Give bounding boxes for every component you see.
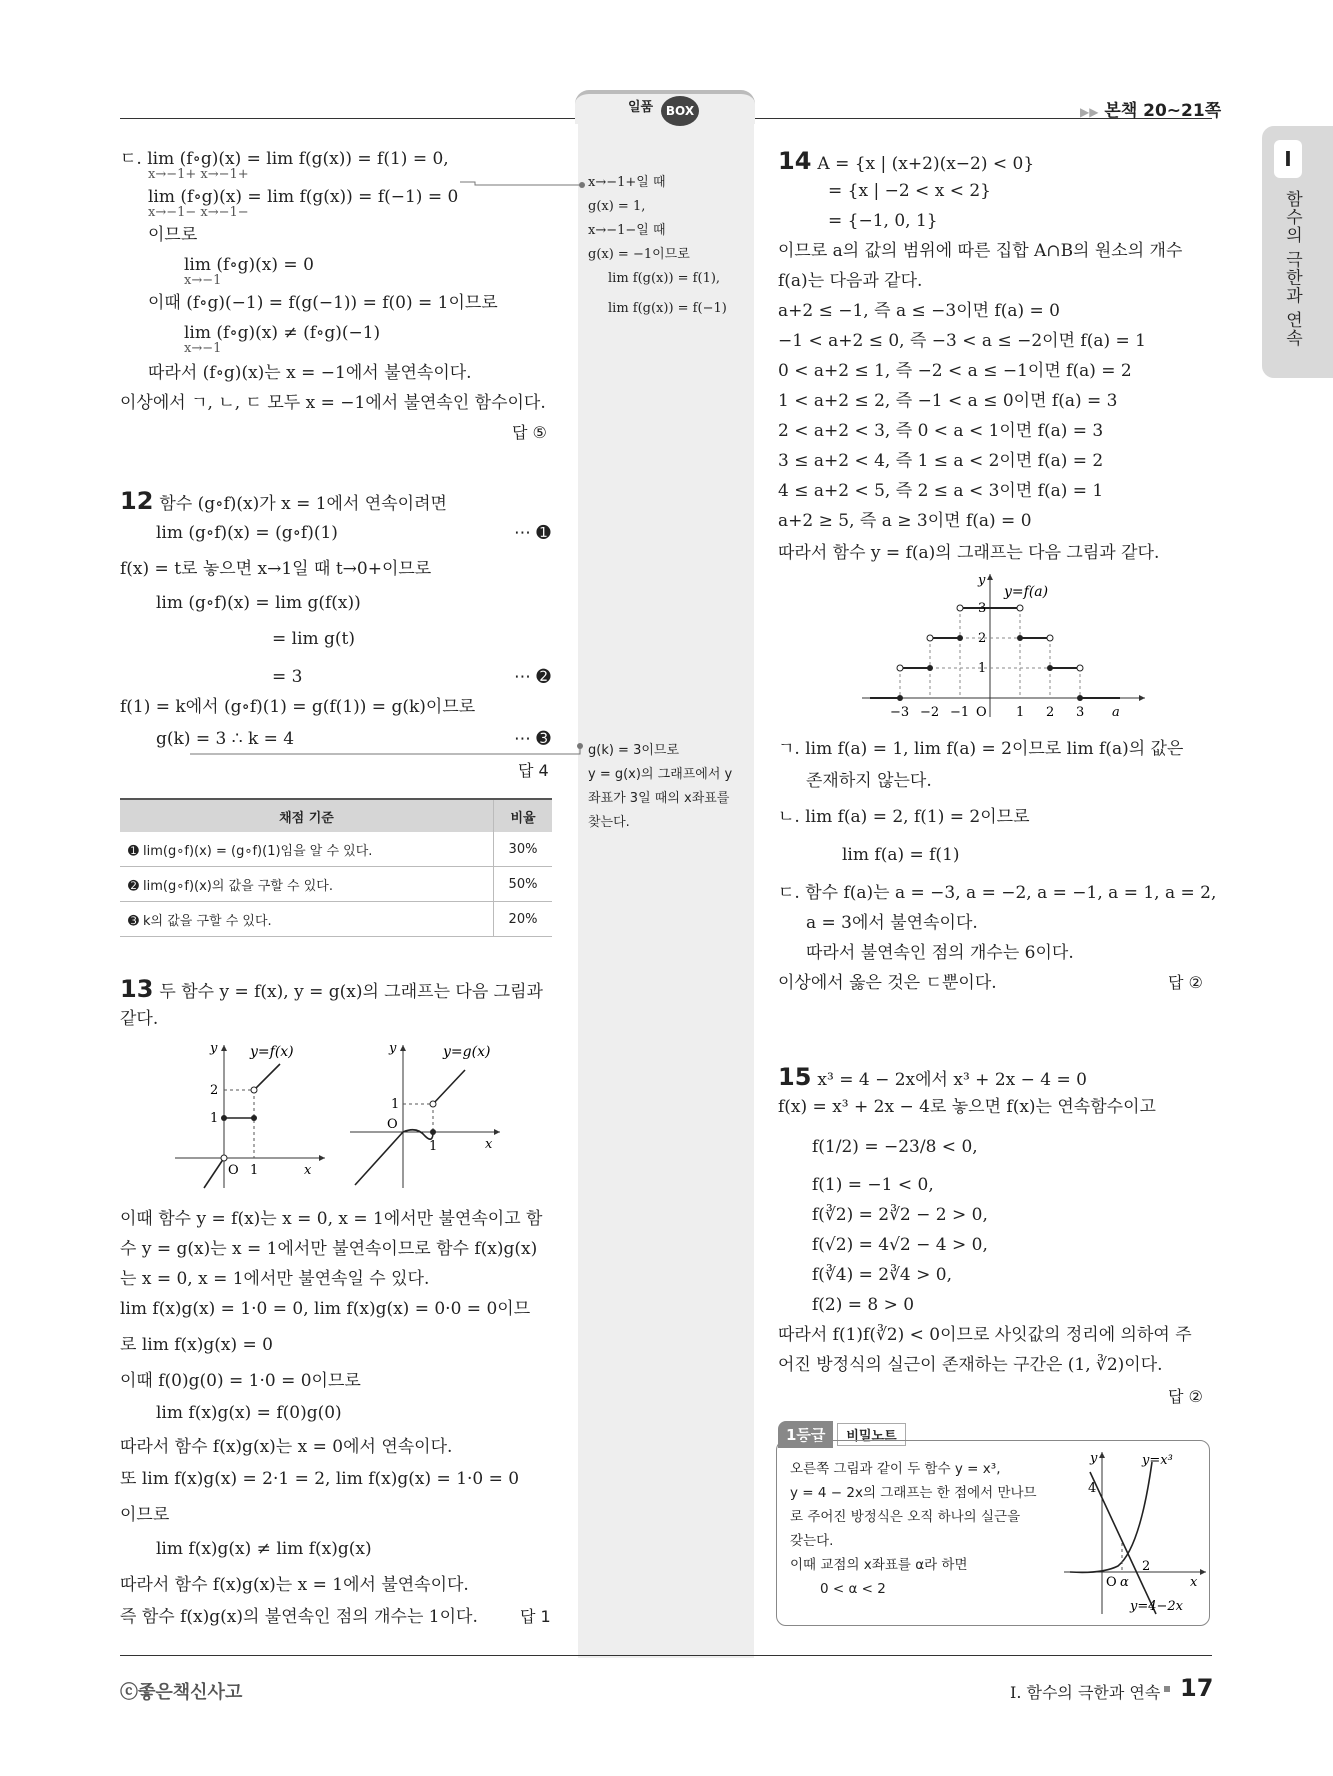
text-line: 따라서 함수 y = f(a)의 그래프는 다음 그림과 같다. <box>778 543 1160 563</box>
graph-label: y=g(x) <box>443 1044 491 1060</box>
tick-label: O <box>1106 1575 1117 1590</box>
tick-label: 3 <box>978 601 987 616</box>
answer-mark: 답 ② <box>1168 973 1203 992</box>
tick-label: 2 <box>1046 705 1055 720</box>
text-line: x→−1− x→−1− <box>148 205 249 220</box>
graph-g <box>345 1040 505 1190</box>
text-line: f(a)는 다음과 같다. <box>778 271 923 291</box>
problem-number: 15 <box>778 1063 812 1091</box>
text-line: −1 < a+2 ≤ 0, 즉 −3 < a ≤ −2이면 f(a) = 1 <box>778 331 1146 351</box>
text-line: 이상에서 ㄱ, ㄴ, ㄷ 모두 x = −1에서 불연속인 함수이다. <box>120 393 546 413</box>
text-line: = {x | −2 < x < 2} <box>828 181 991 201</box>
grading-table <box>120 798 552 937</box>
note-line: lim f(g(x)) = f(1), <box>608 271 721 286</box>
problem-13-line1: 13 두 함수 y = f(x), y = g(x)의 그래프는 다음 그림과 <box>120 975 543 1003</box>
text-line: f(x) = x³ + 2x − 4로 놓으면 f(x)는 연속함수이고 <box>778 1097 1156 1117</box>
text-line: 같다. <box>120 1009 159 1029</box>
answer-mark: 답 1 <box>520 1607 551 1626</box>
note-line: x→−1−일 때 <box>588 223 666 238</box>
text-line: a+2 ≤ −1, 즉 a ≤ −3이면 f(a) = 0 <box>778 301 1060 321</box>
axis-label: a <box>1112 705 1120 720</box>
tick-label: O <box>976 705 987 720</box>
text-line: 3 ≤ a+2 < 4, 즉 1 ≤ a < 2이면 f(a) = 2 <box>778 451 1104 471</box>
tick-label: 1 <box>391 1097 400 1112</box>
text-line: 수 y = g(x)는 x = 1에서만 불연속이므로 함수 f(x)g(x) <box>120 1239 538 1259</box>
text-line: ㄴ. lim f(a) = 2, f(1) = 2이므로 <box>778 807 1030 827</box>
text-line: 1 < a+2 ≤ 2, 즉 −1 < a ≤ 0이면 f(a) = 3 <box>778 391 1118 411</box>
problem-number: 13 <box>120 975 154 1003</box>
text-line: a+2 ≥ 5, 즉 a ≥ 3이면 f(a) = 0 <box>778 511 1032 531</box>
text-line: f(1/2) = −23/8 < 0, <box>812 1137 978 1157</box>
tick-label: 1 <box>978 661 987 676</box>
tick-label: 2 <box>978 631 987 646</box>
text-line: 어진 방정식의 실근이 존재하는 구간은 (1, ∛2)이다. <box>778 1355 1163 1375</box>
problem-12-line1: 12 함수 (g∘f)(x)가 x = 1에서 연속이려면 <box>120 487 447 515</box>
text-line: f(x) = t로 놓으면 x→1일 때 t→0+이므로 <box>120 559 432 579</box>
note-line: g(x) = −1이므로 <box>588 247 690 262</box>
text-line: lim f(a) = f(1) <box>842 845 960 865</box>
text-line: f(√2) = 4√2 − 4 > 0, <box>812 1235 988 1255</box>
text-line: ㄷ. lim (f∘g)(x) = lim f(g(x)) = f(1) = 0, <box>120 149 449 169</box>
grade-badge: 1등급 <box>778 1421 833 1448</box>
table-cell: ➋ lim(g∘f)(x)의 값을 구할 수 있다. <box>120 867 494 902</box>
table-row <box>120 832 552 867</box>
text-line: 4 ≤ a+2 < 5, 즉 2 ≤ a < 3이면 f(a) = 1 <box>778 481 1104 501</box>
note-line: g(k) = 3이므로 <box>588 743 680 758</box>
text-line: a = 3에서 불연속이다. <box>806 913 978 933</box>
graph-label: y=x³ <box>1142 1453 1173 1468</box>
note-line: 오른쪽 그림과 같이 두 함수 y = x³, <box>790 1461 1001 1477</box>
tick-label: 2 <box>210 1083 219 1098</box>
text-line: 0 < a+2 ≤ 1, 즉 −2 < a ≤ −1이면 f(a) = 2 <box>778 361 1132 381</box>
text-line: 는 x = 0, x = 1에서만 불연속일 수 있다. <box>120 1269 430 1289</box>
text-line: f(1) = k에서 (g∘f)(1) = g(f(1)) = g(k)이므로 <box>120 697 476 717</box>
table-row <box>120 867 552 902</box>
box-label: 일품 <box>628 100 654 115</box>
chapter-number: I <box>1274 140 1302 178</box>
text-line: ㄷ. 함수 f(a)는 a = −3, a = −2, a = −1, a = 1, a = 2, <box>778 883 1217 903</box>
table-row <box>120 902 552 937</box>
note-line: g(x) = 1, <box>588 199 646 214</box>
footer-square-icon <box>1164 1686 1170 1692</box>
table-cell: 30% <box>494 832 553 867</box>
axis-label: x <box>485 1137 493 1152</box>
text-line: 따라서 (f∘g)(x)는 x = −1에서 불연속이다. <box>148 363 472 383</box>
text-line: lim f(x)g(x) = 1·0 = 0, lim f(x)g(x) = 0·0 = 0이므 <box>120 1299 531 1319</box>
text-line: = {−1, 0, 1} <box>828 211 938 231</box>
text-line: ㄱ. lim f(a) = 1, lim f(a) = 2이므로 lim f(a)의 값은 <box>778 739 1184 759</box>
note-line: x→−1+일 때 <box>588 175 666 190</box>
text-line: lim (f∘g)(x) ≠ (f∘g)(−1) <box>184 323 381 343</box>
table-header-row <box>120 799 552 832</box>
axis-label: y <box>210 1041 218 1056</box>
table-cell: 20% <box>494 902 553 937</box>
note-tag: 비밀노트 <box>837 1423 905 1446</box>
step-marker: ⋯ ➊ <box>514 523 551 543</box>
note-line: lim f(g(x)) = f(−1) <box>608 301 727 316</box>
table-cell: ➌ k의 값을 구할 수 있다. <box>120 902 494 937</box>
text-line: lim f(x)g(x) = f(0)g(0) <box>156 1403 342 1423</box>
side-note-column <box>578 100 754 1658</box>
chapter-title: 함수의 극한과 연속 <box>1282 190 1302 347</box>
table-cell: 50% <box>494 867 553 902</box>
text-line: 따라서 불연속인 점의 개수는 6이다. <box>806 943 1074 963</box>
note-line: 이때 교점의 x좌표를 α라 하면 <box>790 1557 968 1573</box>
table-cell: ➊ lim(g∘f)(x) = (g∘f)(1)임을 알 수 있다. <box>120 832 494 867</box>
note-line: 로 주어진 방정식은 오직 하나의 실근을 <box>790 1509 1021 1525</box>
note-line: y = 4 − 2x의 그래프는 한 점에서 만나므 <box>790 1485 1037 1501</box>
text-line: 또 lim f(x)g(x) = 2·1 = 2, lim f(x)g(x) = 1·0 = 0 <box>120 1469 520 1489</box>
tick-label: 4 <box>1088 1481 1097 1496</box>
text-line: lim f(x)g(x) ≠ lim f(x)g(x) <box>156 1539 372 1559</box>
answer-mark: 답 ② <box>1168 1387 1203 1406</box>
text-line: = 3 <box>272 667 303 687</box>
table-header: 비율 <box>494 799 553 832</box>
tick-label: 1 <box>250 1163 259 1178</box>
text-line: 2 < a+2 < 3, 즉 0 < a < 1이면 f(a) = 3 <box>778 421 1104 441</box>
text-line: g(k) = 3 ∴ k = 4 <box>156 729 295 749</box>
text-line: 이상에서 옳은 것은 ㄷ뿐이다. <box>778 973 997 993</box>
problem-15-line1: 15 x³ = 4 − 2x에서 x³ + 2x − 4 = 0 <box>778 1063 1087 1091</box>
text-line: f(∛2) = 2∛2 − 2 > 0, <box>812 1205 988 1225</box>
text-line: x→−1 <box>184 273 222 288</box>
note-line: y = g(x)의 그래프에서 y <box>588 767 733 782</box>
text-line: f(2) = 8 > 0 <box>812 1295 915 1315</box>
problem-number: 12 <box>120 487 154 515</box>
text-line: 로 lim f(x)g(x) = 0 <box>120 1335 273 1355</box>
note-line: 0 < α < 2 <box>820 1581 886 1597</box>
text-line: lim (f∘g)(x) = 0 <box>184 255 314 275</box>
tick-label: α <box>1120 1575 1129 1590</box>
note-line: 갖는다. <box>790 1533 834 1549</box>
connector-line <box>190 742 590 762</box>
publisher-name: ⓒ좋은책신사고 <box>120 1682 243 1703</box>
text-line: 즉 함수 f(x)g(x)의 불연속인 점의 개수는 1이다. <box>120 1607 478 1627</box>
text-line: 따라서 함수 f(x)g(x)는 x = 1에서 불연속이다. <box>120 1575 469 1595</box>
connector-line <box>460 178 590 198</box>
tick-label: −1 <box>950 705 970 720</box>
text-line: f(1) = −1 < 0, <box>812 1175 934 1195</box>
tick-label: O <box>228 1163 239 1178</box>
tick-label: 1 <box>210 1111 219 1126</box>
note-line: 좌표가 3일 때의 x좌표를 <box>588 791 730 806</box>
text-line: lim (f∘g)(x) = lim f(g(x)) = f(−1) = 0 <box>148 187 459 207</box>
footer-rule <box>120 1655 1212 1656</box>
axis-label: y <box>1090 1451 1098 1466</box>
page-number: 17 <box>1180 1674 1214 1702</box>
text-line: x→−1+ x→−1+ <box>148 167 249 182</box>
text-line: 이때 f(0)g(0) = 1·0 = 0이므로 <box>120 1371 361 1391</box>
answer-mark: 답 ⑤ <box>512 423 547 442</box>
text-line: 이므로 <box>120 1505 170 1525</box>
page-reference: ▶▶ 본책 20~21쪽 <box>1080 101 1222 121</box>
double-arrow-icon: ▶▶ <box>1080 105 1099 119</box>
text-line: 따라서 f(1)f(∛2) < 0이므로 사잇값의 정리에 의하여 주 <box>778 1325 1192 1345</box>
tick-label: −3 <box>890 705 910 720</box>
step-marker: ⋯ ➌ <box>514 729 551 749</box>
axis-label: x <box>1190 1575 1198 1590</box>
footer-chapter: I. 함수의 극한과 연속 <box>1010 1683 1161 1702</box>
graph-f-a <box>860 572 1150 722</box>
step-marker: ⋯ ➋ <box>514 667 551 687</box>
tick-label: 1 <box>1016 705 1025 720</box>
axis-label: y <box>389 1041 397 1056</box>
tick-label: 2 <box>1142 1559 1151 1574</box>
tick-label: 3 <box>1076 705 1085 720</box>
text-line: lim (g∘f)(x) = (g∘f)(1) <box>156 523 338 543</box>
text-line: 이때 (f∘g)(−1) = f(g(−1)) = f(0) = 1이므로 <box>148 293 498 313</box>
graph-intersection <box>1060 1448 1210 1618</box>
tick-label: 1 <box>429 1139 438 1154</box>
note-line: 찾는다. <box>588 815 630 830</box>
axis-label: y <box>978 573 986 588</box>
box-badge: BOX <box>661 96 699 126</box>
text-line: 이므로 <box>148 225 198 245</box>
text-line: = lim g(t) <box>272 629 356 649</box>
problem-14-line1: 14 A = {x | (x+2)(x−2) < 0} <box>778 147 1035 175</box>
graph-label: y=f(x) <box>250 1044 294 1060</box>
text-line: x→−1 <box>184 341 222 356</box>
answer-mark: 답 4 <box>518 761 549 780</box>
graph-label: y=f(a) <box>1004 584 1049 600</box>
tick-label: O <box>387 1117 398 1132</box>
tick-label: −2 <box>920 705 940 720</box>
text-line: 이므로 a의 값의 범위에 따른 집합 A∩B의 원소의 개수 <box>778 241 1183 261</box>
graph-label: y=4−2x <box>1130 1599 1184 1614</box>
problem-number: 14 <box>778 147 812 175</box>
text-line: lim (g∘f)(x) = lim g(f(x)) <box>156 593 361 613</box>
table-header: 채점 기준 <box>120 799 494 832</box>
graph-f <box>170 1040 330 1190</box>
axis-label: x <box>304 1163 312 1178</box>
text-line: 존재하지 않는다. <box>806 771 932 791</box>
text-line: 따라서 함수 f(x)g(x)는 x = 0에서 연속이다. <box>120 1437 453 1457</box>
text-line: f(∛4) = 2∛4 > 0, <box>812 1265 952 1285</box>
text-line: 이때 함수 y = f(x)는 x = 0, x = 1에서만 불연속이고 함 <box>120 1209 543 1229</box>
header-rule-left <box>120 118 575 119</box>
